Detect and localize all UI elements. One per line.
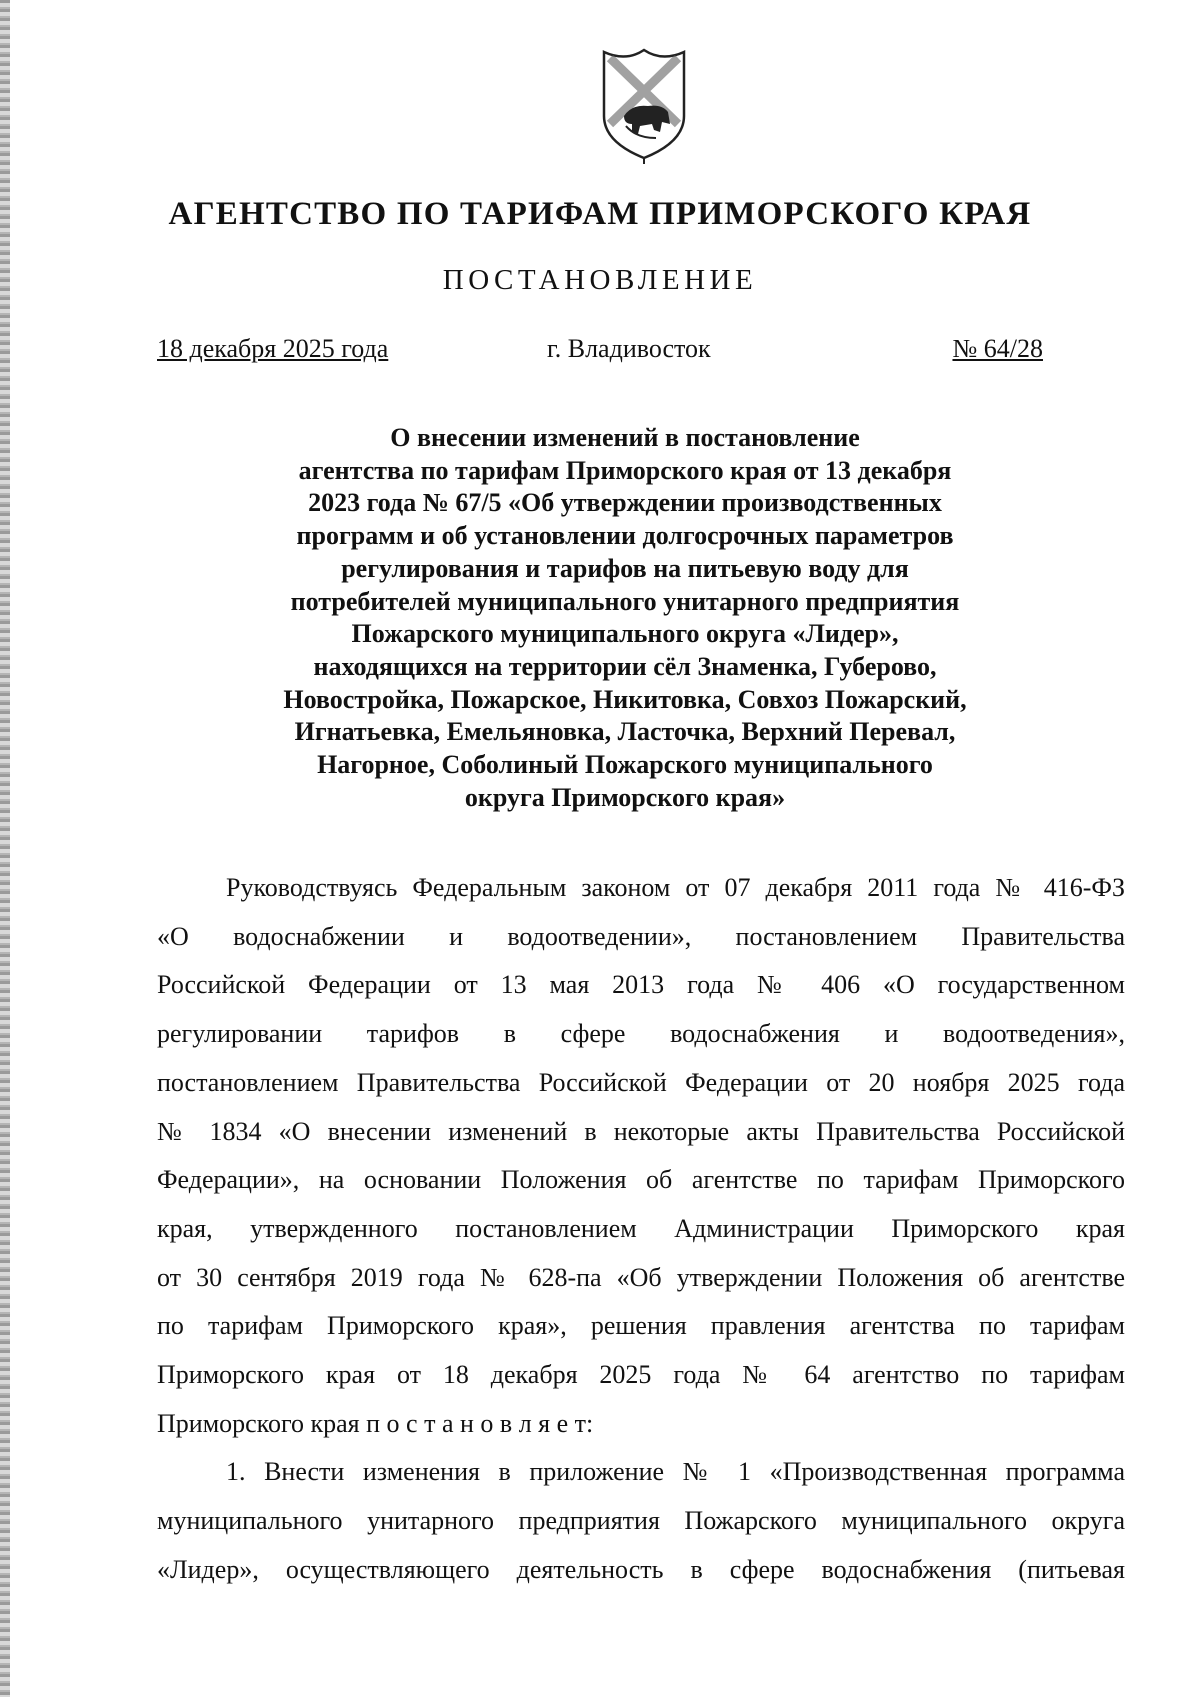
body-line: постановлением Правительства Российской Федерации от 20 ноября 2025 года	[157, 1067, 1125, 1097]
body-line: «Лидер», осуществляющего деятельность в сфере водоснабжения (питьевая	[157, 1554, 1125, 1584]
title-line: находящихся на территории сёл Знаменка, Губерово,	[313, 651, 937, 681]
title-line: О внесении изменений в постановление	[390, 423, 860, 452]
document-type: ПОСТАНОВЛЕНИЕ	[442, 264, 758, 296]
body-line: 1. Внести изменения в приложение № 1 «Производственная программа	[226, 1457, 1125, 1487]
body-line: Российской Федерации от 13 мая 2013 года № 406 «О государственном	[157, 970, 1125, 1000]
title-line: программ и об установлении долгосрочных параметров	[296, 521, 954, 551]
body-line: края, утвержденного постановлением Администрации Приморского края	[157, 1213, 1125, 1243]
document-body	[157, 864, 1125, 1595]
title-line: 2023 года № 67/5 «Об утверждении производственных	[308, 488, 942, 518]
body-line: № 1834 «О внесении изменений в некоторые акты Правительства Российской	[157, 1116, 1125, 1146]
document-number: № 64/28	[952, 334, 1043, 363]
document-date: 18 декабря 2025 года	[157, 334, 389, 363]
body-line: муниципального унитарного предприятия Пожарского муниципального округа	[157, 1506, 1125, 1536]
title-line: Нагорное, Соболиный Пожарского муниципального	[317, 750, 933, 780]
body-line: регулировании тарифов в сфере водоснабжения и водоотведения»,	[157, 1019, 1125, 1049]
body-line: от 30 сентября 2019 года № 628-па «Об утверждении Положения об агентстве	[157, 1262, 1125, 1292]
title-line: округа Приморского края»	[464, 782, 786, 812]
body-line: «О водоснабжении и водоотведении», постановлением Правительства	[157, 921, 1125, 951]
body-line: Приморского края от 18 декабря 2025 года № 64 агентство по тарифам	[157, 1360, 1125, 1390]
coat-of-arms-icon	[596, 46, 692, 164]
title-line: потребителей муниципального унитарного предприятия	[290, 586, 960, 616]
title-line: Пожарского муниципального округа «Лидер»,	[351, 619, 899, 649]
document-title	[220, 422, 1030, 814]
title-line: регулирования и тарифов на питьевую воду для	[341, 553, 909, 583]
title-line: Новостройка, Пожарское, Никитовка, Совхоз Пожарский,	[283, 684, 967, 714]
body-line: Приморского края п о с т а н о в л я е т:	[157, 1408, 594, 1438]
title-line: агентства по тарифам Приморского края от 13 декабря	[298, 455, 952, 485]
title-line: Игнатьевка, Емельяновка, Ласточка, Верхний Перевал,	[294, 717, 956, 747]
body-line: по тарифам Приморского края», решения правления агентства по тарифам	[157, 1311, 1125, 1341]
body-line: Федерации», на основании Положения об агентстве по тарифам Приморского	[157, 1165, 1125, 1195]
document-city: г. Владивосток	[547, 334, 711, 363]
scan-edge	[0, 0, 10, 1697]
agency-name: АГЕНТСТВО ПО ТАРИФАМ ПРИМОРСКОГО КРАЯ	[168, 196, 1032, 232]
body-line: Руководствуясь Федеральным законом от 07 декабря 2011 года № 416-ФЗ	[226, 873, 1125, 902]
